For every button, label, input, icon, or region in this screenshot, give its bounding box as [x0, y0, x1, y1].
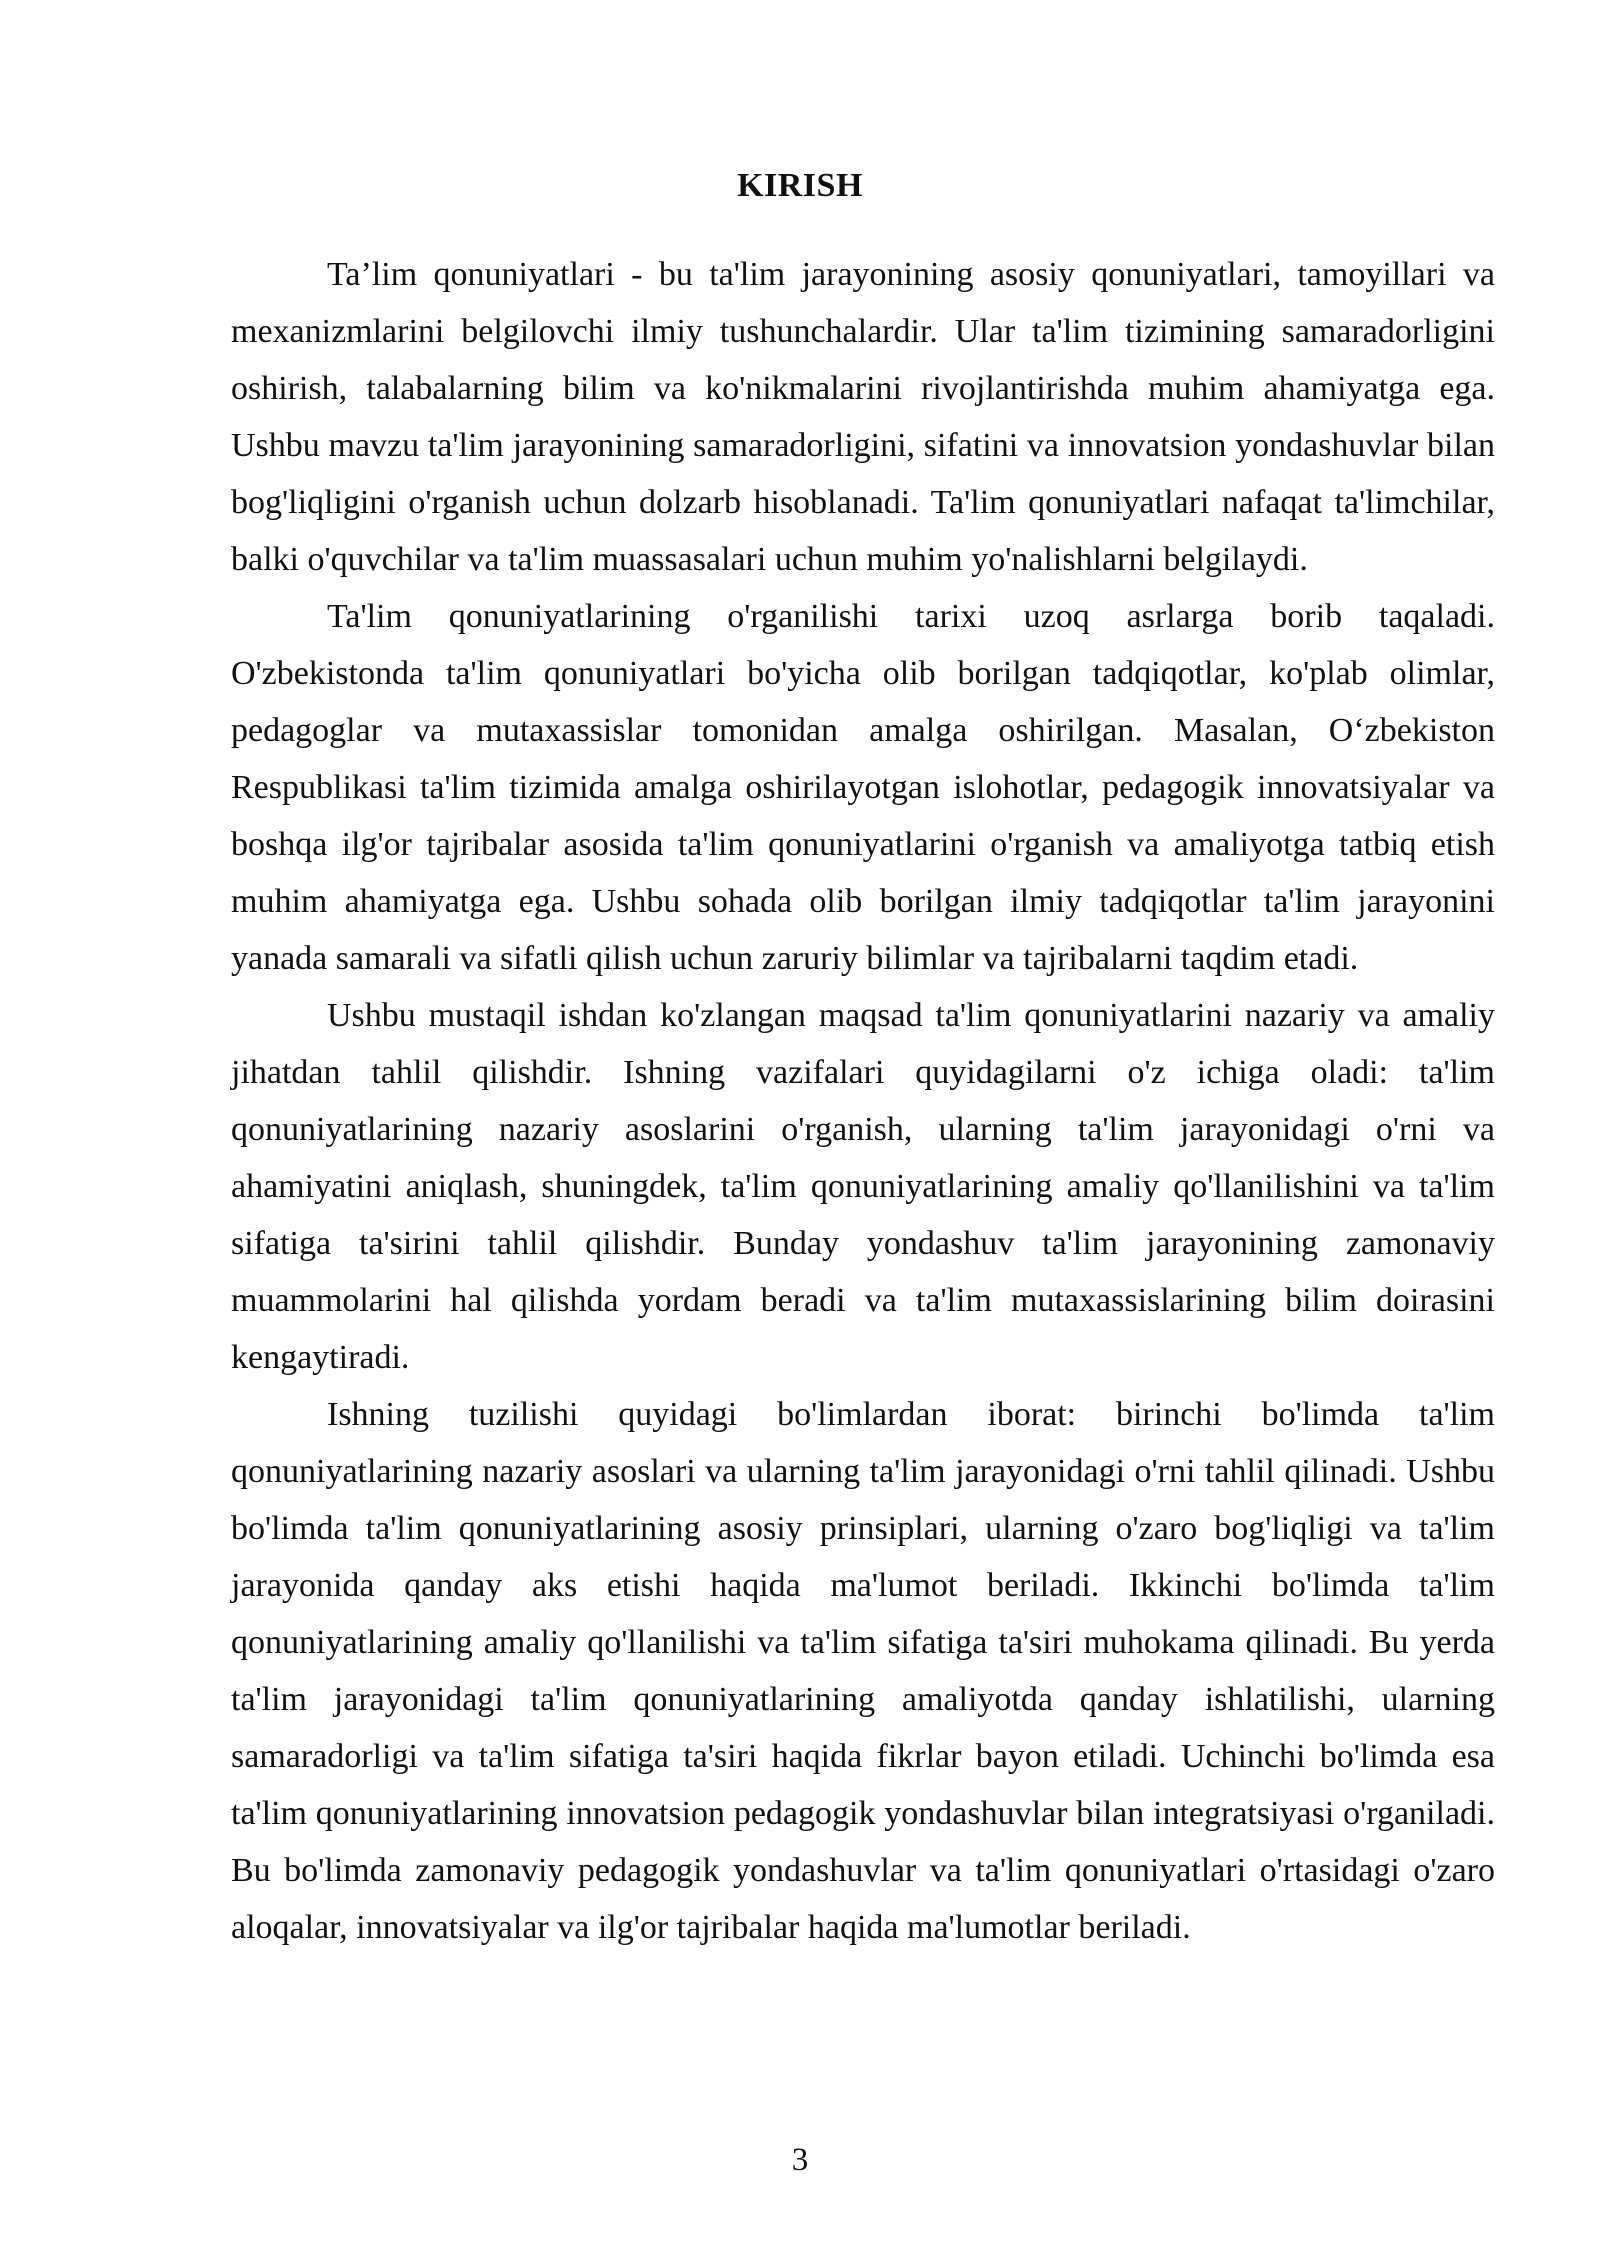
page-number: 3 — [791, 2142, 809, 2178]
paragraph-1: Ta’lim qonuniyatlari - bu ta'lim jarayonining asosiy qonuniyatlari, tamoyillari va mexanizmlarini belgilovchi ilmiy tushunchalardir. Ular ta'lim tizimining samaradorligini oshirish, talabalarning bilim va ko'nikmalarini rivojlantirishda muhim ahamiyatga ega. Ushbu mavzu ta'lim jarayonining samaradorligini, sifatini va innovatsion yondashuvlar bilan bog'liqligini o'rganish uchun dolzarb hisoblanadi. Ta'lim qonuniyatlari nafaqat ta'limchilar, balki o'quvchilar va ta'lim muassasalari uchun muhim yo'nalishlarni belgilaydi. — [231, 256, 1495, 578]
paragraph-3: Ushbu mustaqil ishdan ko'zlangan maqsad ta'lim qonuniyatlarini nazariy va amaliy jihatdan tahlil qilishdir. Ishning vazifalari quyidagilarni o'z ichiga oladi: ta'lim qonuniyatlarining nazariy asoslarini o'rganish, ularning ta'lim jarayonidagi o'rni va ahamiyatini aniqlash, shuningdek, ta'lim qonuniyatlarining amaliy qo'llanilishini va ta'lim sifatiga ta'sirini tahlil qilishdir. Bunday yondashuv ta'lim jarayonining zamonaviy muammolarini hal qilishda yordam beradi va ta'lim mutaxassislarining bilim doirasini kengaytiradi. — [231, 997, 1495, 1376]
page-title: KIRISH — [737, 167, 863, 204]
body-text — [231, 246, 1495, 1956]
paragraph-4: Ishning tuzilishi quyidagi bo'limlardan iborat: birinchi bo'limda ta'lim qonuniyatlarining nazariy asoslari va ularning ta'lim jarayonidagi o'rni tahlil qilinadi. Ushbu bo'limda ta'lim qonuniyatlarining asosiy prinsiplari, ularning o'zaro bog'liqligi va ta'lim jarayonida qanday aks etishi haqida ma'lumot beriladi. Ikkinchi bo'limda ta'lim qonuniyatlarining amaliy qo'llanilishi va ta'lim sifatiga ta'siri muhokama qilinadi. Bu yerda ta'lim jarayonidagi ta'lim qonuniyatlarining amaliyotda qanday ishlatilishi, ularning samaradorligi va ta'lim sifatiga ta'siri haqida fikrlar bayon etiladi. Uchinchi bo'limda esa ta'lim qonuniyatlarining innovatsion pedagogik yondashuvlar bilan integratsiyasi o'rganiladi. Bu bo'limda zamonaviy pedagogik yondashuvlar va ta'lim qonuniyatlari o'rtasidagi o'zaro aloqalar, innovatsiyalar va ilg'or tajribalar haqida ma'lumotlar beriladi. — [231, 1396, 1495, 1946]
paragraph-2: Ta'lim qonuniyatlarining o'rganilishi tarixi uzoq asrlarga borib taqaladi. O'zbekistonda ta'lim qonuniyatlari bo'yicha olib borilgan tadqiqotlar, ko'plab olimlar, pedagoglar va mutaxassislar tomonidan amalga oshirilgan. Masalan, O‘zbekiston Respublikasi ta'lim tizimida amalga oshirilayotgan islohotlar, pedagogik innovatsiyalar va boshqa ilg'or tajribalar asosida ta'lim qonuniyatlarini o'rganish va amaliyotga tatbiq etish muhim ahamiyatga ega. Ushbu sohada olib borilgan ilmiy tadqiqotlar ta'lim jarayonini yanada samarali va sifatli qilish uchun zaruriy bilimlar va tajribalarni taqdim etadi. — [231, 598, 1495, 977]
